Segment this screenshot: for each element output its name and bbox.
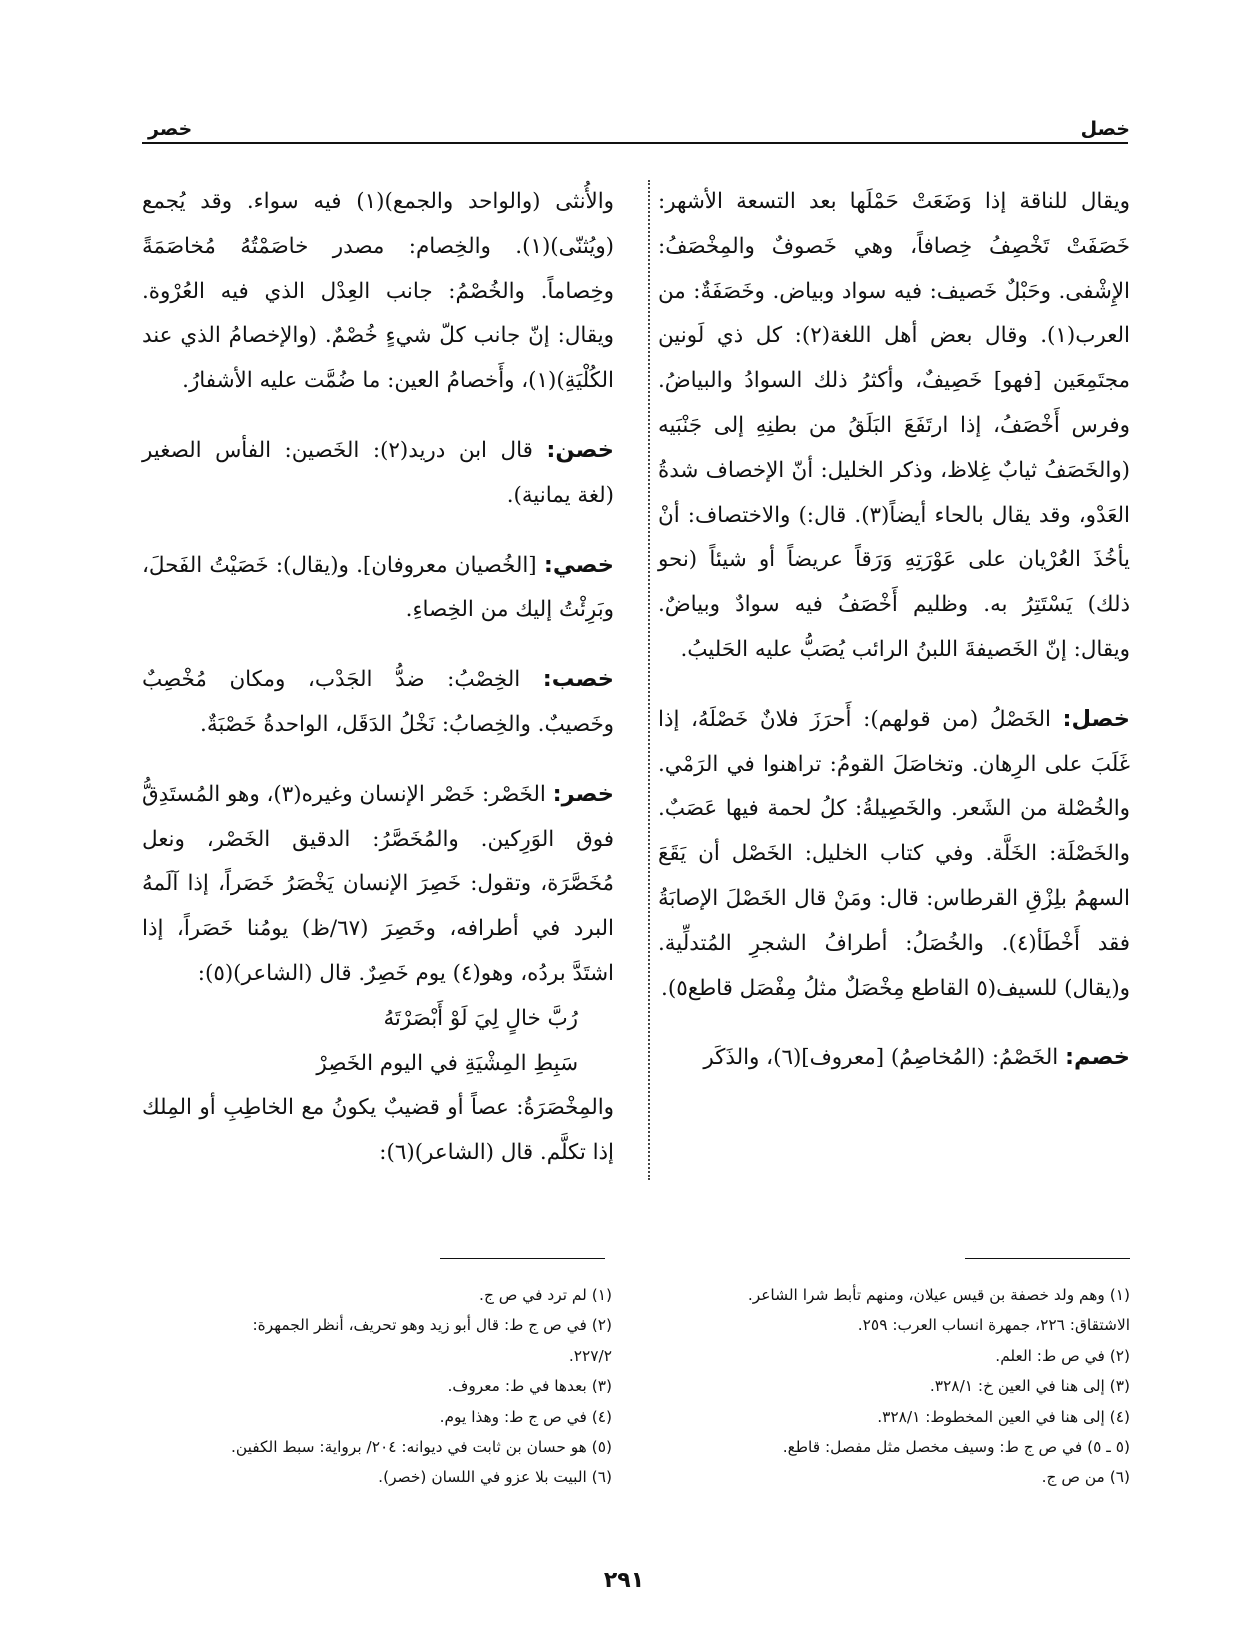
footnote: (٥) هو حسان بن ثابت في ديوانه: ٢٠٤/ برواية: سبط الكفين. bbox=[230, 1438, 612, 1457]
footnote: (١) لم ترد في ص ج. bbox=[479, 1286, 612, 1304]
entry-text: الخَصْلُ (من قولهم): أَحرَزَ فلانٌ خَصْلَهُ، إذا غَلَبَ على الرِهان. وتخاصَلَ القومُ: تراهنوا في الرَمْي. والخُصْلة من الشَعر. والخَصِيلةُ: كلُ لحمة فيها عَصَبٌ. والخَصْلَة: الخَلَّة. وفي كتاب الخليل: الخَصْل أن يَقَعَ السهمُ بلِزْقِ القرطاس: قال: ومَنْ قال الخَصْلَ الإصابَةُ فقد أَخْطَأ(٤). والخُصَلُ: أطرافُ الشجرِ المُتدلِّية. و(يقال) للسيف(٥ القاطع مِخْصَلٌ مثلُ مِفْصَل قاطع٥). bbox=[658, 706, 1130, 1001]
entry-khasl bbox=[658, 697, 1130, 1012]
footnote: الاشتقاق: ٢٢٦، جمهرة انساب العرب: ٢٥٩. bbox=[857, 1316, 1130, 1335]
footnote: (٤) إلى هنا في العين المخطوط: ٣٢٨/١. bbox=[877, 1407, 1130, 1426]
footnote: (٣) بعدها في ط: معروف. bbox=[447, 1377, 612, 1396]
verse-line: سَبِطِ المِشْيَةِ في اليوم الخَصِرْ bbox=[316, 1050, 578, 1076]
footnote: (٤) في ص ج ط: وهذا يوم. bbox=[439, 1407, 612, 1426]
headword: خصر: bbox=[552, 780, 614, 807]
entry-text: الخَصْر: خَصْر الإنسان وغيره(٣)، وهو المُستَدِقُّ فوق الوَرِكين. والمُخَصَّرُ: الدقيق الخَصْر، ونعل مُخَصَّرَة، وتقول: خَصِرَ الإنسان يَخْصَرُ خَصَراً، إذا آلَمهُ البرد في أطرافه، وخَصِرَ (٦٧/ظ) يومُنا خَصَراً، إذا اشتَدَّ بردُه، وهو(٤) يوم خَصِرٌ. قال (الشاعر)(٥): bbox=[142, 781, 614, 986]
paragraph: والمِخْصَرَةُ: عصاً أو قضيبٌ يكونُ مع الخاطِبِ أو المِلك إذا تكلَّم. قال (الشاعر)(٦): bbox=[142, 1095, 614, 1166]
entry-khasb bbox=[142, 657, 614, 748]
footnote: (١) وهم ولد خصفة بن قيس عيلان، ومنهم تأبط شرا الشاعر. bbox=[747, 1286, 1130, 1304]
entry-khasn bbox=[142, 428, 614, 519]
footnote-rule bbox=[965, 1258, 1130, 1259]
paragraph: والأُنثى (والواحد والجمع)(١) فيه سواء. وقد يُجمع (ويُثنّى)(١). والخِصام: مصدر خاصَمْتُهُ مُخاصَمَةً وخِصاماً. والخُصْمُ: جانب العِدْل الذي فيه العُرْوة. ويقال: إنّ جانب كلّ شيءٍ خُصْمٌ. (والإخصامُ الذي عند الكُلْيَةِ)(١)، وأَخصامُ العين: ما ضُمَّت عليه الأشفارُ. bbox=[142, 189, 615, 394]
headword: خصب: bbox=[542, 666, 614, 693]
entry-khasm bbox=[658, 1035, 1130, 1081]
entry-text: [الخُصيان معروفان]. و(يقال): خَصَيْتُ الفَحلَ، وبَرِئْتُ إليك من الخِصاءِ. bbox=[142, 552, 614, 623]
headword: خصل: bbox=[1062, 705, 1130, 732]
footnote: (٦) البيت بلا عزو في اللسان (خصر). bbox=[378, 1468, 612, 1487]
running-header-right: خصل bbox=[1080, 118, 1130, 140]
footnote: ٢٢٧/٢. bbox=[568, 1346, 612, 1365]
footnote: (٢) في ص ط: العلم. bbox=[995, 1346, 1130, 1365]
headword: خصن: bbox=[546, 436, 614, 463]
column-divider bbox=[648, 180, 650, 1180]
entry-khasr bbox=[142, 772, 614, 997]
footnote: (٣) إلى هنا في العين خ: ٣٢٨/١. bbox=[929, 1377, 1130, 1396]
entry-text: قال ابن دريد(٢): الخَصين: الفأس الصغير (لغة يمانية). bbox=[142, 437, 614, 508]
entry-text: الخِصْبُ: ضدُّ الجَدْب، ومكان مُخْصِبٌ وخَصيبٌ. والخِصابُ: نَخْلُ الدَقَل، الواحدةُ خَصْبَةٌ. bbox=[142, 667, 614, 737]
footnote: (٥ ـ ٥) في ص ج ط: وسيف مخصل مثل مفصل: قاطع. bbox=[782, 1438, 1130, 1457]
headword: خصي: bbox=[543, 551, 614, 578]
page-number: ٢٩١ bbox=[603, 1568, 645, 1593]
footnotes-right bbox=[660, 1280, 1130, 1493]
footnote: (٢) في ص ج ط: قال أبو زيد وهو تحريف، أنظر الجمهرة: bbox=[252, 1316, 612, 1335]
headword: خصم: bbox=[1064, 1044, 1130, 1071]
paragraph: ويقال للناقة إذا وَضَعَتْ حَمْلَها بعد التسعة الأشهر: خَصَفَتْ تَخْصِفُ خِصافاً، وهي خَصوفٌ والمِخْصَفُ: الإِشْفى. وحَبْلٌ خَصيف: فيه سواد وبياض. وخَصَفَةٌ: من العرب(١). وقال بعض أهل اللغة(٢): كل ذي لَونين مجتَمِعَين [فهو] خَصِيفٌ، وأكثرُ ذلك السوادُ والبياضُ. وفرس أَخْصَفُ، إذا ارتَفَعَ البَلَقُ من بطنِهِ إلى جَنْبَيه (والخَصَفُ ثيابٌ غِلاظ، وذكر الخليل: أنّ الإخصاف شدةُ العَدْو، وقد يقال بالحاء أيضاً(٣). قال:) والاختصاف: أنْ يأخُذَ العُرْيان على عَوْرَتِهِ وَرَقاً عريضاً أو شيئاً (نحو ذلك) يَسْتَتِرُ به. وظليم أَخْصَفُ فيه سوادٌ وبياضٌ. ويقال: إنّ الخَصيفةَ اللبنُ الرائب يُصَبُّ عليه الحَليبُ. bbox=[658, 189, 1130, 662]
left-column bbox=[142, 180, 614, 1176]
running-header-left: خصر bbox=[148, 118, 193, 140]
footnote-rule bbox=[440, 1258, 605, 1259]
right-column bbox=[658, 180, 1130, 1105]
entry-khasy bbox=[142, 543, 614, 634]
footnote: (٦) من ص ج. bbox=[1041, 1468, 1130, 1487]
header-rule bbox=[142, 142, 1128, 144]
footnotes-left bbox=[142, 1280, 612, 1493]
entry-text: الخَصْمُ: (المُخاصِمُ) [معروف](٦)، والذَكَر bbox=[703, 1045, 1065, 1071]
verse-line: رُبَّ خالٍ لِيَ لَوْ أَبْصَرْتَهُ bbox=[383, 1005, 578, 1031]
